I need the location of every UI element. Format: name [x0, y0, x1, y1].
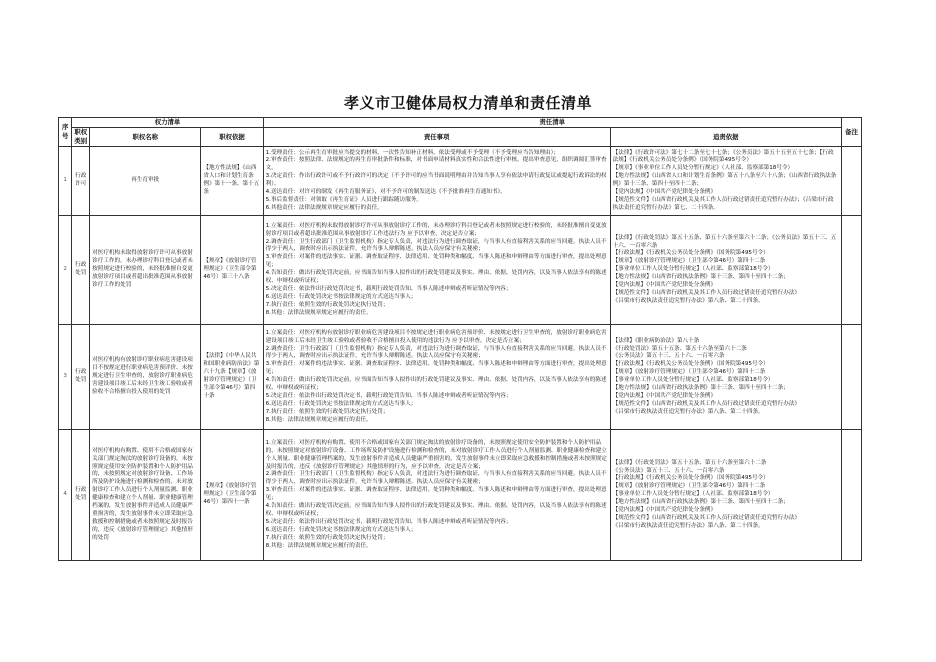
header-name: 职权名称: [90, 128, 201, 147]
accountability-line: 【党内法规】《中国共产党纪律处分条例》: [612, 507, 717, 514]
row-remark: [841, 147, 861, 216]
duty-line: 1.受理责任：公示再生育审批应当提交的材料，一次性告知补正材料，依法受理或不予受理（不予受理应当告知理由）；: [265, 149, 560, 156]
accountability-line: 【规章】《放射诊疗管理规定》（卫生部令第46号）第四十二条: [612, 369, 766, 376]
row-name: 再生育审批: [90, 147, 201, 216]
row-duties: [263, 325, 610, 430]
accountability-line: 【党内法规】《中国共产党纪律处分条例》: [612, 282, 717, 289]
duty-line: 2.调查责任：卫生行政部门（卫生监督机构）指定专人负责，对违法行为进行调查取证，与当事人有直接利害关系的应当回避。执法人员不得少于两人，调查时应出示执法证件，允许当事人辩解陈述。执法人员应保守有关秘密；: [265, 238, 607, 253]
duty-line: 7.执行责任：依照生效的行政处罚决定执行处罚；: [265, 534, 389, 541]
row-basis: 【法律】《中华人民共和国职业病防治法》第六十九条【规章】《放射诊疗管理规定》（卫生部令第46号）第四十条: [201, 325, 263, 430]
row-category: 行政许可: [72, 147, 90, 216]
row-accountability: [610, 325, 841, 430]
accountability-line: 【行政法规】《行政机关公务员处分条例》（国务院第495号令）: [612, 250, 769, 257]
duty-line: 4.告知责任：做出行政处罚决定前，应书面告知当事人拟作出的行政处罚建议及事实、理由、依据、处罚内容，以及当事人依法享有的陈述权、申辩权或听证权；: [265, 377, 607, 392]
row-remark: [841, 430, 861, 561]
header-basis: 职权依据: [201, 128, 263, 147]
row-duties: [263, 147, 610, 216]
row-duties: [263, 430, 610, 561]
row-basis: 【地方性法规】《山西省人口和计划生育条例》第十一条、第十五条: [201, 147, 263, 216]
duty-line: 4.告知责任：做出行政处罚决定前，应书面告知当事人拟作出的行政处罚建议及事实、理由、依据、处罚内容，以及当事人依法享有的陈述权、申辩权或听证权；: [265, 270, 607, 285]
duty-line: 5.事后监督责任：对领取《再生育证》人员进行跟踪随访服务。: [265, 197, 422, 204]
row-seq: 1: [59, 147, 72, 216]
accountability-line: 【行政法规】《行政机关公务员处分条例》（国务院第495号令）: [612, 361, 769, 368]
accountability-line: 《行政处罚法》第五十五条、第五十六条至第六十二条: [612, 345, 747, 352]
table-row: [59, 147, 862, 216]
duty-line: 4.告知责任：做出行政处罚决定前，应书面告知当事人拟作出的行政处罚建议及事实、理由、依据、处罚内容，以及当事人依法享有的陈述权、申辩权或听证权；: [265, 503, 607, 518]
row-accountability: [610, 216, 841, 325]
row-category: 行政处罚: [72, 216, 90, 325]
duty-line: 6.送达责任：行政处罚决定书按法律规定的方式送达当事人；: [265, 527, 417, 534]
row-category: 行政处罚: [72, 325, 90, 430]
duty-line: 2.调查责任：卫生行政部门（卫生监督机构）指定专人负责，对违法行为进行调查取证，与当事人有直接利害关系的应当回避。执法人员不得少于两人，调查时应出示执法证件，允许当事人辩解陈述。执法人员应保守有关秘密；: [265, 345, 607, 360]
row-name: 对医疗机构有放射诊疗职业病危害建设项目不按规定进行职业病危害预评价、未按规定进行卫生审查的，放射诊疗职业病危害建设项目竣工后未经卫生竣工验收或者验收不合格擅自投入使用的处罚: [90, 325, 201, 430]
accountability-line: 【事业单位工作人员处分暂行规定】（人社部、监察部第18号令）: [612, 377, 774, 384]
row-basis: 【规章】《放射诊疗管理规定》（卫生部令第46号）第四十一条: [201, 430, 263, 561]
duty-line: 5.决定责任：依法作出行政处罚决定书，载明行政处罚告知、当事人陈述申辩或者听证情况等内容；: [265, 393, 512, 400]
accountability-line: 【党内法规】《中国共产党纪律处分条例》: [612, 393, 717, 400]
accountability-line: 【党内法规】《中国共产党纪律处分条例》: [612, 189, 717, 196]
row-seq: 3: [59, 325, 72, 430]
accountability-line: 【法律】《行政许可法》第七十二条至七十七条；《公务员法》第五十五至五十七条；【行政法规】《行政机关公务员处分条例》（国务院第495号令）: [612, 149, 834, 164]
duty-line: 6.送达责任：行政处罚决定书按法律规定的方式送达当事人；: [265, 294, 417, 301]
duty-line: 6.其他责任：法律法规规章规定应履行的责任。: [265, 205, 383, 212]
duty-line: 3.决定责任：作出行政许可或不予行政许可的决定（不予许可的应当书面说明理由并告知当事人享有依法申请行政复议或提起行政诉讼的权利）。: [265, 173, 607, 188]
row-seq: 2: [59, 216, 72, 325]
duty-line: 1.立案责任：对医疗机构有放射诊疗职业病危害建设项目不按规定进行职业病危害预评价、未按规定进行卫生审查的，放射诊疗职业病危害建设项目竣工后未经卫生竣工验收或者验收不合格擅自投入使用的违法行为 应予以审查，决定是否立案；: [265, 329, 607, 344]
duty-line: 8.其他：法律法规规章规定应履行的责任。: [265, 309, 372, 316]
accountability-line: 《吕梁市行政执法责任追究暂行办法》第八条、第二十四条。: [612, 298, 764, 305]
duty-line: 6.送达责任：行政处罚决定书按法律规定的方式送达当事人；: [265, 401, 417, 408]
duty-line: 3.审查责任：对案件的违法事实、证据、调查取证程序、法律适用、处罚种类和幅度、当事人陈述和申辩理由等方面进行审查，提出处理意见；: [265, 254, 607, 269]
accountability-line: 【规章】《放射诊疗管理规定》（卫生部令第46号）第四十二条: [612, 258, 766, 265]
duty-line: 4.送达责任：对许可的制发《再生育服务证》，对不予许可的制发送达《不予批准再生育通知书》。: [265, 189, 506, 196]
accountability-line: 【地方性法规】《山西省行政执法条例》第十三条、第四十至四十二条；: [612, 274, 789, 281]
row-remark: [841, 216, 861, 325]
row-basis: 【规章】《放射诊疗管理规定》（卫生部令第46号）第三十八条: [201, 216, 263, 325]
accountability-line: 【规章】《放射诊疗管理规定》（卫生部令第46号）第四十二条: [612, 483, 766, 490]
accountability-line: 【法律】《行政处罚法》第五十五条、第五十六条至第六十二条: [612, 459, 767, 466]
table-row: [59, 325, 862, 430]
header-remark: 备注: [841, 118, 861, 147]
duty-line: 7.执行责任：依照生效的行政处罚决定执行处罚；: [265, 409, 389, 416]
duty-line: 2.调查责任：卫生行政部门（卫生监督机构）指定专人负责，对违法行为进行调查取证，与当事人有直接利害关系的应当回避。执法人员不得少于两人，调查时应出示执法证件，允许当事人辩解陈述。执法人员应保守有关秘密；: [265, 471, 607, 486]
accountability-line: 《公务员法》第五十三、五十六、一百零六条: [612, 467, 725, 474]
duty-line: 3.审查责任：对案件的违法事实、证据、调查取证程序、法律适用、处罚种类和幅度、当事人陈述和申辩理由等方面进行审查，提出处理意见；: [265, 361, 607, 376]
row-seq: 4: [59, 430, 72, 561]
duty-line: 2.审查责任：按照法律、法规规定的再生育审批条件和标准，对书面申请材料真实性和合法性进行审核，提出审查意见，组织调阅汇签审查文。: [265, 157, 607, 172]
header-category: 职权类别: [72, 128, 90, 147]
duty-line: 5.决定责任：依法作出行政处罚决定书，载明行政处罚告知、当事人陈述申辩或者听证情况等内容；: [265, 519, 512, 526]
accountability-line: 【地方性法规】《山西省行政执法条例》第十三条、第四十至四十二条；: [612, 499, 789, 506]
accountability-line: 《吕梁市行政执法责任追究暂行办法》第八条、第二十四条。: [612, 523, 764, 530]
row-duties: [263, 216, 610, 325]
duty-line: 7.执行责任：依照生效的行政处罚决定执行处罚；: [265, 302, 389, 309]
row-accountability: [610, 430, 841, 561]
row-name: 对医疗机构未取得放射诊疗许可从事放射诊疗工作的，未办理诊疗科目登记或者未按照规定进行校验的，未经批准擅自变更放射诊疗项目或者超出批准范围从事放射诊疗工作的处罚: [90, 216, 201, 325]
duty-line: 5.决定责任：依法作出行政处罚决定书，载明行政处罚告知、当事人陈述申辩或者听证情况等内容；: [265, 286, 512, 293]
accountability-line: 【地方性法规】《山西省人口和计划生育条例》第五十八条至六十八条；《山西省行政执法条例》第十三条、第四十至四十二条；: [612, 173, 837, 188]
duty-line: 1.立案责任：对医疗机构有购置、使用不合格或国家有关部门规定淘汰的放射诊疗设备的，未按照规定使用安全防护装置和个人防护用品的，未按照规定对放射诊疗设备、工作场所及防护设施进行检测和检查的，未对放射诊疗工作人员进行个人剂量监测、职业健康检查和建立个人剂量、职业健康管理档案的，发生放射事件并造成人员健康严重损害的，发生放射事件未立即采取应急救援和控制措施或者未按照规定及时报告的，违反《放射诊疗管理规定》其他情形的行为，应予以审查，决定是否立案；: [265, 439, 607, 470]
accountability-line: 【规范性文件】《山西省行政机关及其工作人员行政过错责任追究暂行办法》: [612, 515, 801, 522]
row-accountability: [610, 147, 841, 216]
header-accountability: 追责依据: [610, 128, 841, 147]
accountability-line: 【规范性文件】《山西省行政机关及其工作人员行政过错责任追究暂行办法》: [612, 401, 801, 408]
accountability-line: 【规范性文件】《山西省行政机关及其工作人员行政过错责任追究暂行办法》；《吕梁市行政执法责任追究暂行办法》第七、二十四条。: [612, 197, 834, 212]
power-duty-table: [58, 117, 862, 561]
duty-line: 8.其他：法律法规规章规定应履行的责任。: [265, 542, 372, 549]
accountability-line: 【事业单位工作人员处分暂行规定】（人社部、监察部第18号令）: [612, 266, 774, 273]
row-remark: [841, 325, 861, 430]
group-duty-list: 责任清单: [263, 118, 841, 128]
table-row: [59, 216, 862, 325]
header-duty: 责任事项: [263, 128, 610, 147]
accountability-line: 【规范性文件】《山西省行政机关及其工作人员行政过错责任追究暂行办法》: [612, 290, 801, 297]
duty-line: 8.其他：法律法规规章规定应履行的责任。: [265, 416, 372, 423]
table-row: [59, 430, 862, 561]
accountability-line: 【地方性法规】《山西省行政执法条例》第十三条、第四十至四十二条；: [612, 385, 789, 392]
row-category: 行政处罚: [72, 430, 90, 561]
accountability-line: 【法律】《行政处罚法》第五十五条、第五十六条至第六十二条；《公务员法》第五十三、五十六、一百零六条: [612, 234, 837, 249]
accountability-line: 【规章】《事业单位工作人员处分暂行规定》（人社部、监察部第18号令）: [612, 165, 794, 172]
group-power-list: 权力清单: [72, 118, 263, 128]
duty-line: 1.立案责任：对医疗机构未取得放射诊疗许可从事放射诊疗工作的，未办理诊疗科目登记或者未按照规定进行校验的，未经批准擅自变更放射诊疗项目或者超出批准范围从事放射诊疗工作违法行为 应予以审查，决定是否立案；: [265, 222, 607, 237]
accountability-line: 【事业单位工作人员处分暂行规定】（人社部、监察部第18号令）: [612, 491, 774, 498]
row-name: 对医疗机构有购置、使用不合格或国家有关部门规定淘汰的放射诊疗设备的，未按照规定使用安全防护装置和个人防护用品的，未按照规定对放射诊疗设备、工作场所及防护设施进行检测和检查的，未对放射诊疗工作人员进行个人剂量监测、职业健康检查和建立个人剂量、职业健康管理档案的，发生放射事件并造成人员健康严重损害的，发生放射事件未立即采取应急救援和控制措施或者未按照规定及时报告的，违反《放射诊疗管理规定》其他情形的处罚: [90, 430, 201, 561]
accountability-line: 【法律】《职业病防治法》第八十条: [612, 337, 700, 344]
duty-line: 3.审查责任：对案件的违法事实、证据、调查取证程序、法律适用、处罚种类和幅度、当事人陈述和申辩理由等方面进行审查，提出处理意见；: [265, 487, 607, 502]
page-title: 孝义市卫健体局权力清单和责任清单: [343, 94, 592, 112]
header-seq: 序号: [59, 118, 72, 147]
accountability-line: 《吕梁市行政执法责任追究暂行办法》第八条、第二十四条。: [612, 409, 764, 416]
accountability-line: 《公务员法》第五十三、五十六、一百零六条: [612, 353, 725, 360]
accountability-line: 【行政法规】《行政机关公务员处分条例》（国务院第495号令）: [612, 475, 769, 482]
